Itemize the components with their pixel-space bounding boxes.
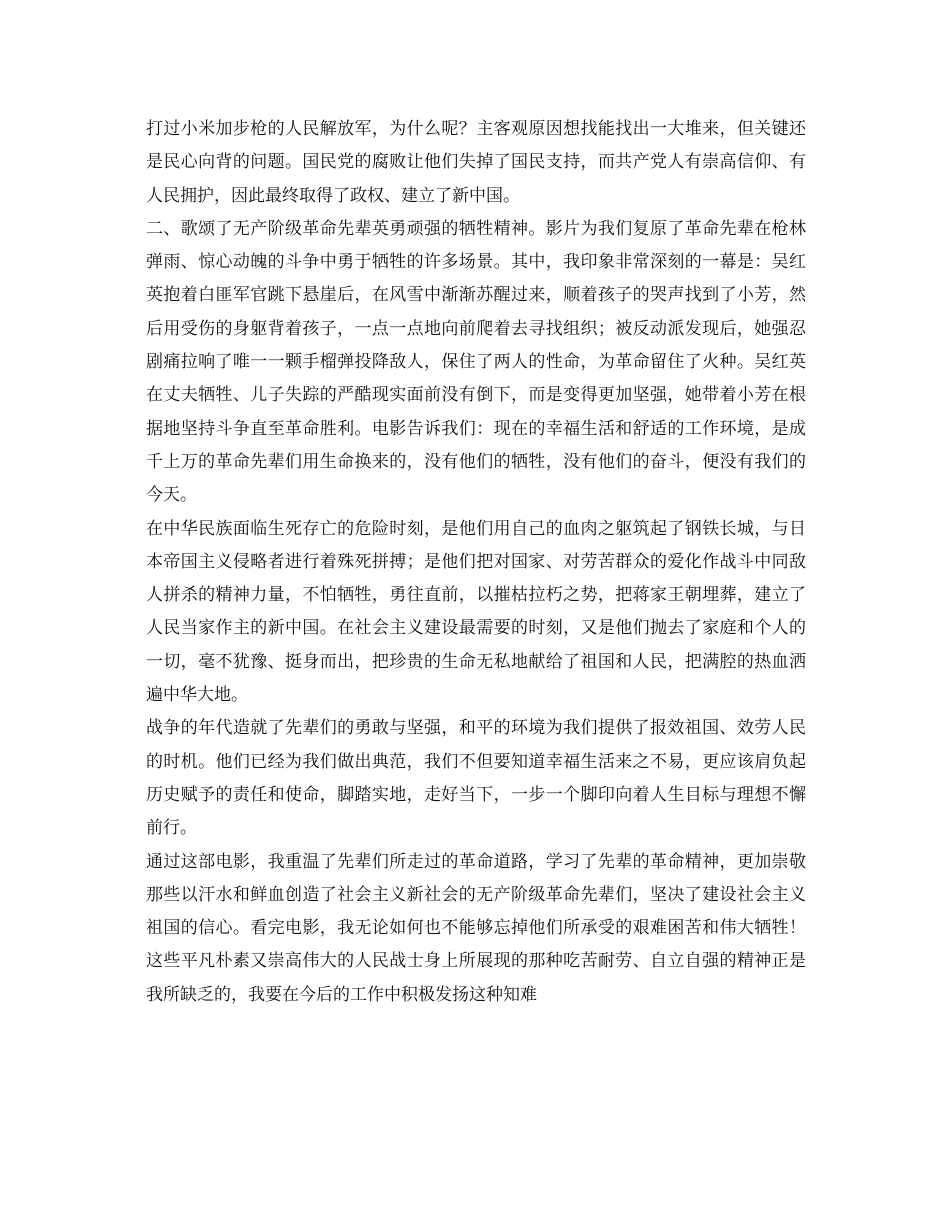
paragraph-4: 战争的年代造就了先辈们的勇敢与坚强，和平的环境为我们提供了报效祖国、效劳人民的时机。他们已经为我们做出典范，我们不但要知道幸福生活来之不易，更应该肩负起历史赋予的责任和使命，脚踏实地，走好当下，一步一个脚印向着人生目标与理想不懈前行。 [146, 718, 806, 839]
paragraph-1: 打过小米加步枪的人民解放军，为什么呢？主客观原因想找能找出一大堆来，但关键还是民心向背的问题。国民党的腐败让他们失掉了国民支持，而共产党人有崇高信仰、有人民拥护，因此最终取得了政权、建立了新中国。 [146, 119, 806, 206]
document-body [146, 113, 806, 1012]
paragraph-2: 二、歌颂了无产阶级革命先辈英勇顽强的牺牲精神。影片为我们复原了革命先辈在枪林弹雨、惊心动魄的斗争中勇于牺牲的许多场景。其中，我印象非常深刻的一幕是：吴红英抱着白匪军官跳下悬崖后，在风雪中渐渐苏醒过来，顺着孩子的哭声找到了小芳，然后用受伤的身躯背着孩子，一点一点地向前爬着去寻找组织；被反动派发现后，她强忍剧痛拉响了唯一一颗手榴弹投降敌人，保住了两人的性命，为革命留住了火种。吴红英在丈夫牺牲、儿子失踪的严酷现实面前没有倒下，而是变得更加坚强，她带着小芳在根据地坚持斗争直至革命胜利。电影告诉我们：现在的幸福生活和舒适的工作环境，是成千上万的革命先辈们用生命换来的，没有他们的牺牲，没有他们的奋斗，便没有我们的今天。 [146, 218, 806, 506]
paragraph-3: 在中华民族面临生死存亡的危险时刻，是他们用自己的血肉之躯筑起了钢铁长城，与日本帝国主义侵略者进行着殊死拼搏；是他们把对国家、对劳苦群众的爱化作战斗中同敌人拼杀的精神力量，不怕牺牲，勇往直前，以摧枯拉朽之势，把蒋家王朝埋葬，建立了人民当家作主的新中国。在社会主义建设最需要的时刻，又是他们抛去了家庭和个人的一切，毫不犹豫、挺身而出，把珍贵的生命无私地献给了祖国和人民，把满腔的热血洒遍中华大地。 [146, 518, 806, 706]
paragraph-5: 通过这部电影，我重温了先辈们所走过的革命道路，学习了先辈的革命精神，更加崇敬那些以汗水和鲜血创造了社会主义新社会的无产阶级革命先辈们，坚决了建设社会主义祖国的信心。看完电影，我无论如何也不能够忘掉他们所承受的艰难困苦和伟大牺牲！这些平凡朴素又崇高伟大的人民战士身上所展现的那种吃苦耐劳、自立自强的精神正是我所缺乏的，我要在今后的工作中积极发扬这种知难 [146, 851, 806, 1005]
